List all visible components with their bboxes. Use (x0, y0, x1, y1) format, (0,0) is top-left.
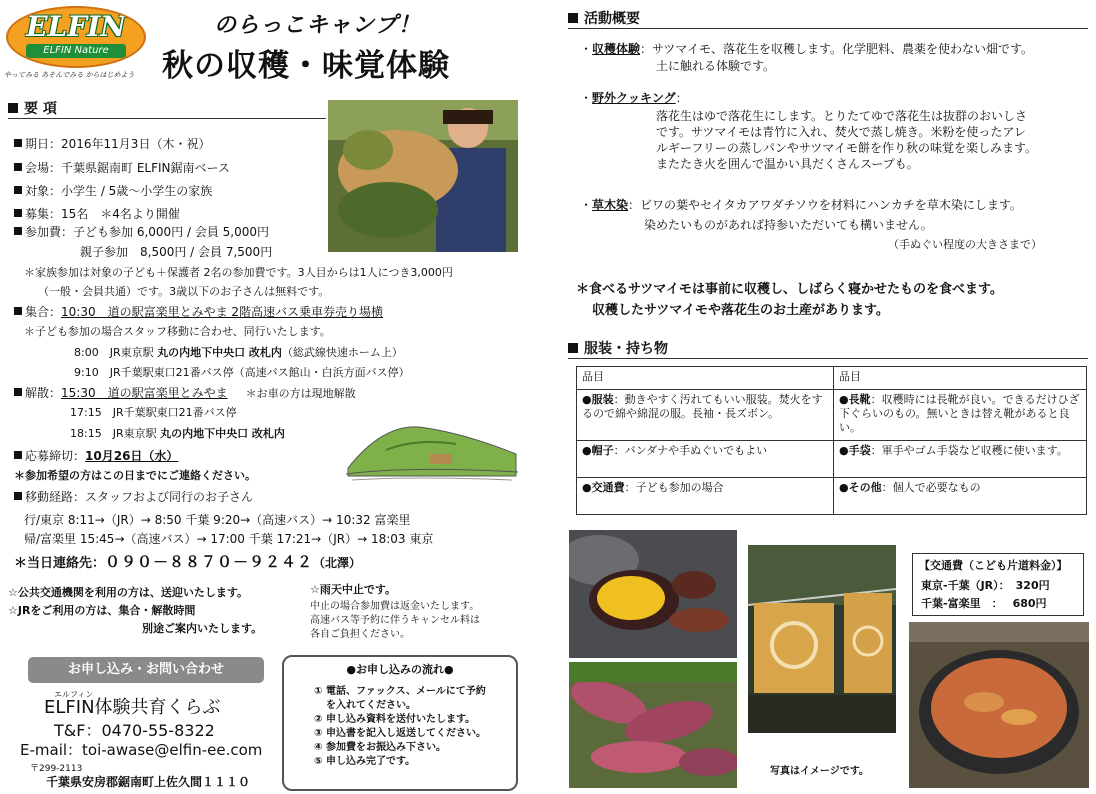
table-header: 品目 (834, 367, 1087, 390)
cooking-text-4: またたき火を囲んで温かい具だくさんスープも。 (656, 157, 919, 171)
flow-step: ③ 申込書を記入し返送してください。 (314, 728, 486, 739)
rain-note-3: 各自ご負担ください。 (310, 629, 410, 640)
elfin-logo (6, 6, 146, 68)
items-table (576, 366, 1087, 515)
fee-line: 参加費：子ども参加 6,000円 / 会員 5,000円 (14, 225, 269, 240)
fee-note-2: （一般・会員共通）です。3歳以下のお子さんは無料です。 (38, 285, 330, 298)
table-row (577, 478, 1087, 515)
fee-family-line: 親子参加 8,500円 / 会員 7,500円 (80, 245, 273, 259)
youkou-heading: 要 項 (8, 98, 326, 119)
clothing-heading: 服装・持ち物 (568, 338, 1088, 359)
table-cell-clothes: ●服装：動きやすく汚れてもいい服装。焚火をするので綿や綿混の服。長袖・長ズボン。 (577, 390, 834, 441)
org-name: ELFIN体験共育くらぶ (44, 697, 221, 718)
photo-outdoor-soup (909, 622, 1089, 788)
org-zip: 〒299-2113 (30, 764, 83, 774)
activity-heading: 活動概要 (568, 8, 1088, 29)
flow-step: ② 申し込み資料を送付いたします。 (314, 714, 476, 725)
harvest-line: ・収穫体験：サツマイモ、落花生を収穫します。化学肥料、農薬を使わない畑です。 (580, 42, 1034, 56)
contact-day: ＊当日連絡先：０９０－８８７０－９２４２（北澤） (14, 553, 362, 571)
dye-line-2: 染めたいものがあれば持参いただいても構いません。 (644, 218, 933, 232)
dismiss-line: 解散：15:30 道の駅富楽里とみやま ＊お車の方は現地解散 (14, 386, 356, 401)
route-line: 移動経路：スタッフおよび同行のお子さん (14, 490, 253, 505)
dismiss-time-1: 17:15 JR千葉駅東口21番バス停 (70, 406, 237, 419)
meet-line: 集合：10:30 道の駅富楽里とみやま 2階高速バス乗車券売り場横 (14, 305, 383, 320)
photo-plant-dyeing (748, 545, 896, 733)
fare-row-2: 千葉-富楽里 ： 680円 (921, 597, 1047, 610)
eat-note-2: 収穫したサツマイモや落花生のお土産があります。 (592, 303, 889, 318)
table-row (577, 441, 1087, 478)
fare-box (912, 553, 1084, 616)
fee-note-1: ＊家族参加は対象の子ども＋保護者 2名の参加費です。3人目からは1人につき3,000円 (24, 266, 453, 279)
logo-tagline: やってみる あそんでみる からはじめよう (4, 71, 135, 79)
org-email: E-mail：toi-awase@elfin-ee.com (20, 741, 263, 759)
capacity-line: 募集：15名 ＊4名より開催 (14, 207, 180, 222)
dye-line-3: （手ぬぐい程度の大きさまで） (888, 238, 1042, 251)
deadline-line: 応募締切：10月26日（水） (14, 449, 178, 464)
photo-peanut-harvest (328, 100, 518, 252)
flow-step: ⑤ 申し込み完了です。 (314, 756, 416, 767)
cooking-text-2: です。サツマイモは青竹に入れ、焚火で蒸し焼き。米粉を使ったアレ (656, 125, 1026, 139)
meet-note: ＊子ども参加の場合スタッフ移動に合わせ、同行いたします。 (24, 325, 331, 338)
photo-sweet-potatoes (569, 662, 737, 788)
photo-roasted-sweet-potato (569, 530, 737, 658)
dye-line: ・草木染：ビワの葉やセイタカアワダチソウを材料にハンカチを草木染にします。 (580, 198, 1022, 212)
table-header: 品目 (577, 367, 834, 390)
photo-caption: 写真はイメージです。 (770, 766, 869, 777)
fare-row-1: 東京-千葉（JR）： 320円 (921, 579, 1050, 592)
header-kicker: のらっこキャンプ！ (214, 13, 422, 38)
table-cell-boots: ●長靴：収穫時には長靴が良い。できるだけひざ下ぐらいのもの。無いときは替え靴があると良い。 (834, 390, 1087, 441)
table-cell-gloves: ●手袋：軍手やゴム手袋など収穫に使います。 (834, 441, 1087, 478)
table-header-row (577, 367, 1087, 390)
dismiss-time-2: 18:15 JR東京駅 丸の内地下中央口 改札内 (70, 427, 285, 440)
table-cell-hat: ●帽子：バンダナや手ぬぐいでもよい (577, 441, 834, 478)
deadline-note: ＊参加希望の方はこの日までにご連絡ください。 (14, 469, 256, 482)
rain-title: ☆雨天中止です。 (310, 583, 396, 596)
cooking-text-3: ルギーフリーの蒸しパンやサツマイモ餅を作り秋の味覚を楽しみます。 (656, 141, 1038, 155)
date-line: 期日：2016年11月3日（木・祝） (14, 137, 210, 152)
eat-note-1: ＊食べるサツマイモは事前に収穫し、しばらく寝かせたものを食べます。 (576, 282, 1003, 297)
flow-step: を入れてください。 (326, 700, 416, 711)
flow-step: ④ 参加費をお振込み下さい。 (314, 742, 446, 753)
table-row (577, 390, 1087, 441)
landscape-illustration (346, 410, 518, 486)
org-tel: T&F：0470-55-8322 (54, 721, 215, 740)
contact-box-title: お申し込み・お問い合わせ (28, 657, 264, 683)
table-cell-fare: ●交通費：子ども参加の場合 (577, 478, 834, 515)
page-title: 秋の収穫・味覚体験 (162, 48, 450, 84)
cooking-line: ・野外クッキング： (580, 91, 688, 105)
route-back: 帰/富楽里 15:45→（高速バス）→ 17:00 千葉 17:21→（JR）→ 18:03 東京 (24, 532, 434, 546)
transport-note-1: ☆公共交通機関を利用の方は、送迎いたします。 (8, 586, 248, 599)
transport-note-3: 別途ご案内いたします。 (142, 622, 263, 635)
flow-title: ●お申し込みの流れ● (346, 663, 454, 676)
harvest-line-2: 土に触れる体験です。 (656, 59, 776, 73)
logo-name: ELFIN (26, 10, 126, 43)
table-cell-other: ●その他：個人で必要なもの (834, 478, 1087, 515)
target-line: 対象：小学生 / 5歳～小学生の家族 (14, 184, 212, 199)
meet-time-1: 8:00 JR東京駅 丸の内地下中央口 改札内（総武線快速ホーム上） (74, 346, 403, 359)
cooking-text-1: 落花生はゆで落花生にします。とりたてゆで落花生は抜群のおいしさ (656, 109, 1028, 123)
org-address: 千葉県安房郡鋸南町上佐久間１１１０ (46, 775, 251, 789)
application-flow-box (282, 655, 518, 791)
fare-title: 【交通費（こども片道料金）】 (919, 559, 1068, 572)
org-ruby: エルフィン (54, 690, 94, 699)
logo-sub: ELFIN Nature (26, 44, 126, 58)
rain-note-1: 中止の場合参加費は返金いたします。 (310, 601, 480, 612)
route-go: 行/東京 8:11→（JR）→ 8:50 千葉 9:20→（高速バス）→ 10:32 富楽里 (24, 513, 411, 527)
transport-note-2: ☆JRをご利用の方は、集合・解散時間 (8, 604, 196, 617)
flow-step: ① 電話、ファックス、メールにて予約 (314, 686, 486, 697)
meet-time-2: 9:10 JR千葉駅東口21番バス停（高速バス館山・白浜方面バス停） (74, 366, 410, 379)
flow-steps (314, 685, 486, 769)
venue-line: 会場：千葉県鋸南町 ELFIN鋸南ベース (14, 161, 230, 176)
rain-note-2: 高速バス等予約に伴うキャンセル料は (310, 615, 480, 626)
